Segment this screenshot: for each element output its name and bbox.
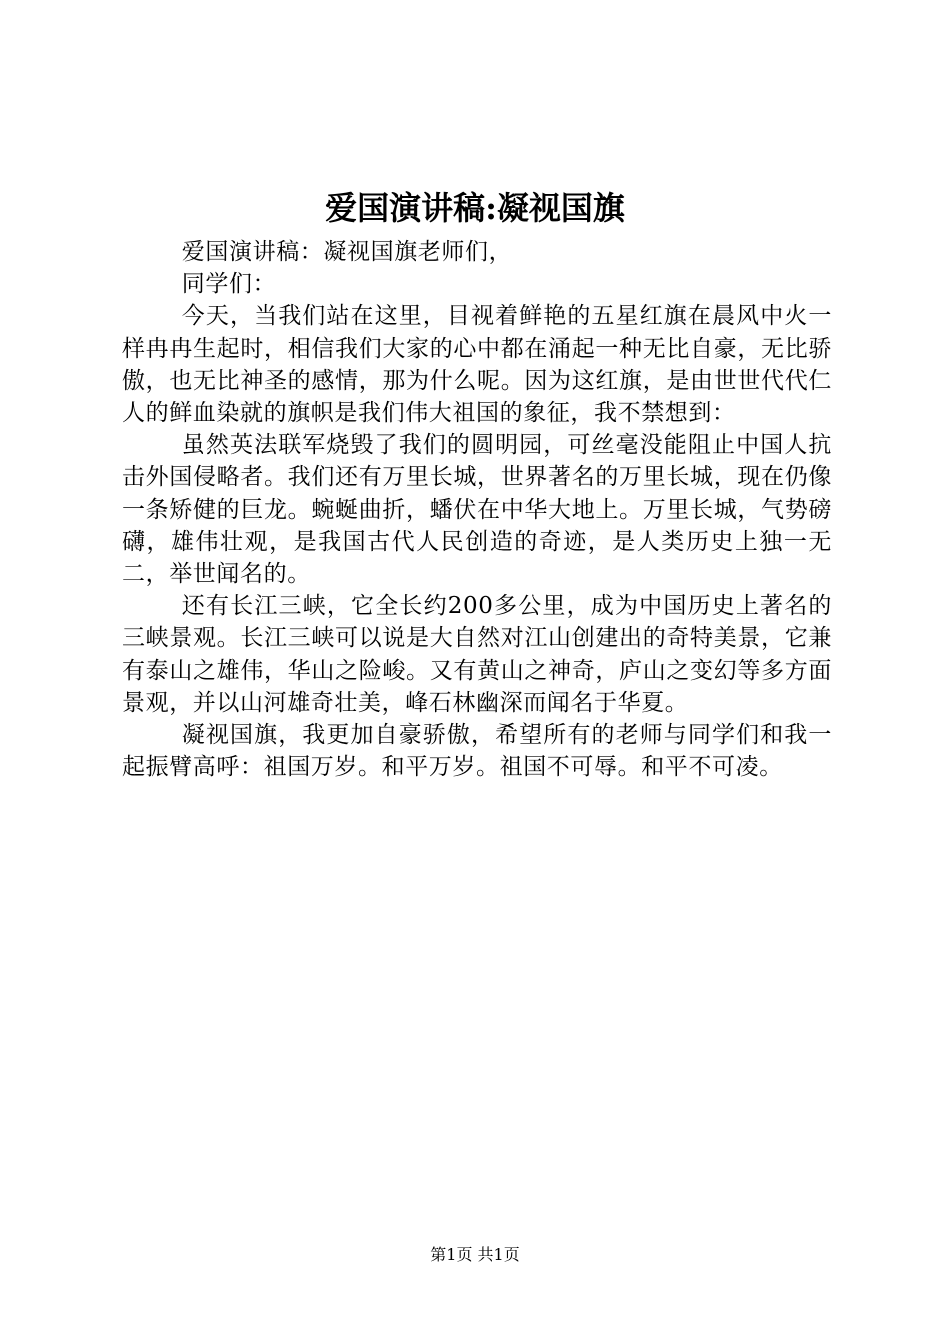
paragraph-conclusion: 凝视国旗，我更加自豪骄傲，希望所有的老师与同学们和我一起振臂高呼：祖国万岁。和平万岁。祖国不可辱。和平不可凌。 <box>122 722 832 781</box>
document-body <box>122 236 832 783</box>
paragraph-salutation-students: 同学们： <box>181 271 277 298</box>
paragraph-flag: 今天，当我们站在这里，目视着鲜艳的五星红旗在晨风中火一样冉冉生起时，相信我们大家的心中都在涌起一种无比自豪，无比骄傲，也无比神圣的感情，那为什么呢。因为这红旗，是由世世代代仁人的鲜血染就的旗帜是我们伟大祖国的象征，我不禁想到： <box>122 303 832 427</box>
paragraph-great-wall: 虽然英法联军烧毁了我们的圆明园，可丝毫没能阻止中国人抗击外国侵略者。我们还有万里长城，世界著名的万里长城，现在仍像一条矫健的巨龙。蜿蜒曲折，蟠伏在中华大地上。万里长城，气势磅礴，雄伟壮观，是我国古代人民创造的奇迹，是人类历史上独一无二，举世闻名的。 <box>122 432 832 588</box>
page-footer: 第1页 共1页 <box>430 1245 520 1264</box>
paragraph-salutation: 爱国演讲稿：凝视国旗老师们， <box>181 239 513 265</box>
paragraph-three-gorges: 还有长江三峡，它全长约200多公里，成为中国历史上著名的三峡景观。长江三峡可以说是大自然对江山创建出的奇特美景，它兼有泰山之雄伟，华山之险峻。又有黄山之神奇，庐山之变幻等多方面景观，并以山河雄奇壮美，峰石林幽深而闻名于华夏。 <box>122 593 832 716</box>
document-title: 爱国演讲稿:凝视国旗 <box>325 189 625 227</box>
